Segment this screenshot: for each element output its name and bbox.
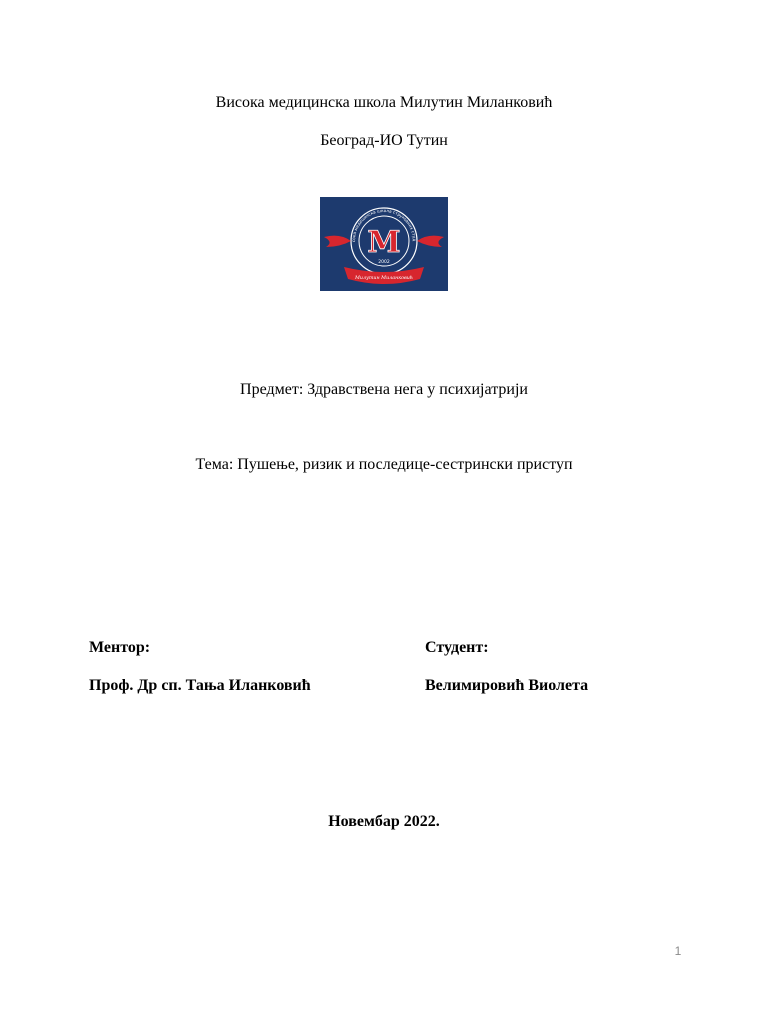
mentor-name: Проф. Др сп. Тања Иланковић xyxy=(89,677,311,694)
logo-ribbon-text: Милутин Миланковић xyxy=(355,276,413,281)
institution-name: Висока медицинска школа Милутин Миланковић xyxy=(215,94,553,111)
logo-year: 2002 xyxy=(378,260,390,265)
institution-location: Београд-ИО Тутин xyxy=(320,132,448,149)
student-name: Велимировић Виолета xyxy=(425,677,589,694)
mentor-label: Ментор: xyxy=(89,639,151,656)
school-logo-icon xyxy=(320,197,448,291)
student-label: Студент: xyxy=(425,639,489,656)
logo-graphic xyxy=(320,197,448,291)
subject-line: Предмет: Здравствена нега у психијатрији xyxy=(240,381,528,398)
topic-line: Тема: Пушење, ризик и последице-сестрински приступ xyxy=(195,456,573,473)
logo-motto: сока медицинска школа струковних студ xyxy=(350,207,418,243)
logo-letter: M xyxy=(367,225,401,260)
document-date: Новембар 2022. xyxy=(328,813,440,830)
page-number: 1 xyxy=(674,944,682,958)
